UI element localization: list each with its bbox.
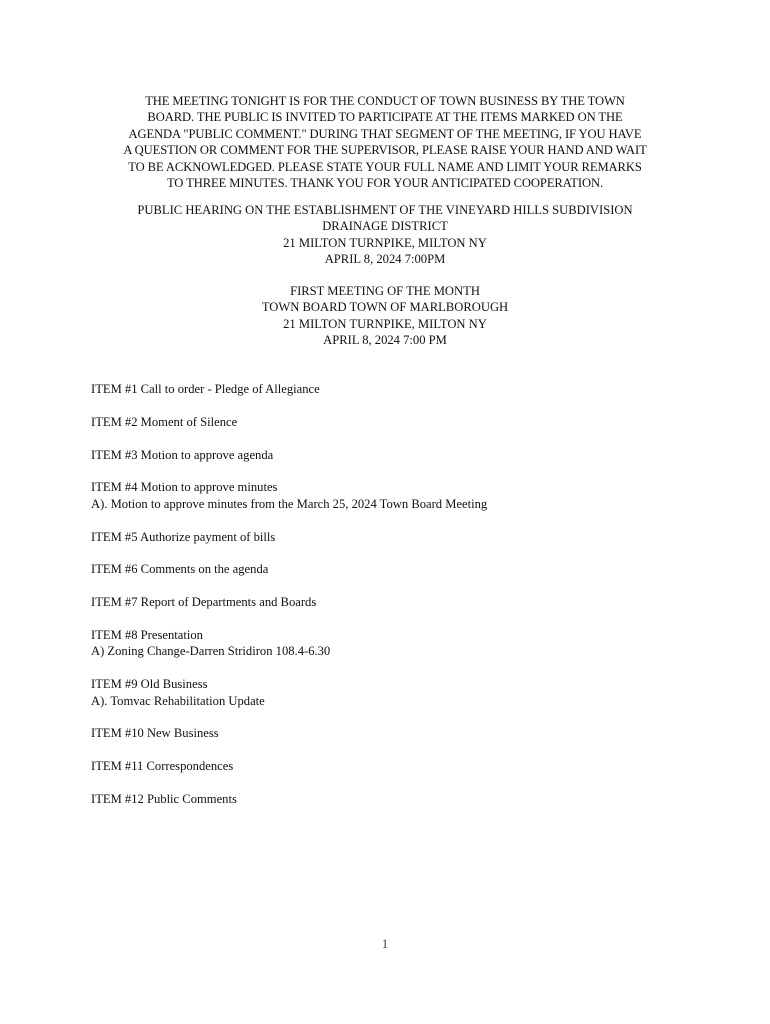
hearing-address: 21 MILTON TURNPIKE, MILTON NY	[283, 235, 487, 250]
agenda-item-title: ITEM #12 Public Comments	[91, 791, 237, 806]
agenda-item-title: ITEM #1 Call to order - Pledge of Allegiance	[91, 382, 320, 396]
agenda-item	[91, 529, 691, 545]
agenda-item	[91, 676, 691, 709]
agenda-item	[91, 414, 691, 430]
agenda-item-title: ITEM #11 Correspondences	[91, 759, 234, 774]
agenda-item-title: ITEM #3 Motion to approve agenda	[91, 447, 274, 462]
agenda-item	[91, 627, 691, 660]
agenda-item	[91, 725, 691, 741]
agenda-item-subitem: A) Zoning Change-Darren Stridiron 108.4-6.30	[91, 644, 331, 659]
agenda-item	[91, 791, 691, 807]
agenda-item-title: ITEM #2 Moment of Silence	[91, 414, 238, 429]
hearing-title: PUBLIC HEARING ON THE ESTABLISHMENT OF THE VINEYARD HILLS SUBDIVISION	[137, 203, 633, 217]
meeting-board: TOWN BOARD TOWN OF MARLBOROUGH	[261, 300, 509, 315]
agenda-item	[91, 381, 691, 397]
agenda-item-title: ITEM #5 Authorize payment of bills	[91, 529, 276, 544]
agenda-item-subitem: A). Tomvac Rehabilitation Update	[91, 693, 265, 708]
page-number: 1	[381, 936, 389, 951]
meeting-notice	[90, 93, 680, 191]
agenda-item-title: ITEM #7 Report of Departments and Boards	[91, 595, 317, 610]
notice-line: A QUESTION OR COMMENT FOR THE SUPERVISOR, PLEASE RAISE YOUR HAND AND WAIT	[123, 143, 647, 158]
notice-line: TO THREE MINUTES. THANK YOU FOR YOUR ANTICIPATED COOPERATION.	[166, 176, 604, 191]
meeting-header	[90, 283, 680, 349]
agenda-item	[91, 447, 691, 463]
meeting-title: FIRST MEETING OF THE MONTH	[290, 284, 480, 298]
agenda-item-title: ITEM #6 Comments on the agenda	[91, 562, 269, 577]
agenda-list	[91, 381, 691, 824]
agenda-item	[91, 758, 691, 774]
agenda-item-subitem: A). Motion to approve minutes from the March 25, 2024 Town Board Meeting	[91, 496, 488, 511]
notice-line: BOARD. THE PUBLIC IS INVITED TO PARTICIPATE AT THE ITEMS MARKED ON THE	[147, 110, 623, 125]
notice-line: THE MEETING TONIGHT IS FOR THE CONDUCT OF TOWN BUSINESS BY THE TOWN	[145, 94, 625, 108]
meeting-address: 21 MILTON TURNPIKE, MILTON NY	[283, 316, 487, 331]
agenda-item-title: ITEM #9 Old Business	[91, 677, 208, 692]
agenda-item	[91, 594, 691, 610]
agenda-item-title: ITEM #4 Motion to approve minutes	[91, 480, 278, 495]
notice-line: AGENDA "PUBLIC COMMENT." DURING THAT SEGMENT OF THE MEETING, IF YOU HAVE	[128, 126, 642, 141]
notice-line: TO BE ACKNOWLEDGED. PLEASE STATE YOUR FULL NAME AND LIMIT YOUR REMARKS	[128, 159, 642, 174]
agenda-item	[91, 479, 691, 512]
agenda-item-title: ITEM #10 New Business	[91, 726, 219, 741]
public-hearing-header	[90, 202, 680, 268]
hearing-title-continued: DRAINAGE DISTRICT	[322, 219, 448, 234]
agenda-item-title: ITEM #8 Presentation	[91, 627, 203, 642]
meeting-date: APRIL 8, 2024 7:00 PM	[323, 333, 447, 348]
hearing-date: APRIL 8, 2024 7:00PM	[324, 252, 446, 267]
agenda-item	[91, 561, 691, 577]
